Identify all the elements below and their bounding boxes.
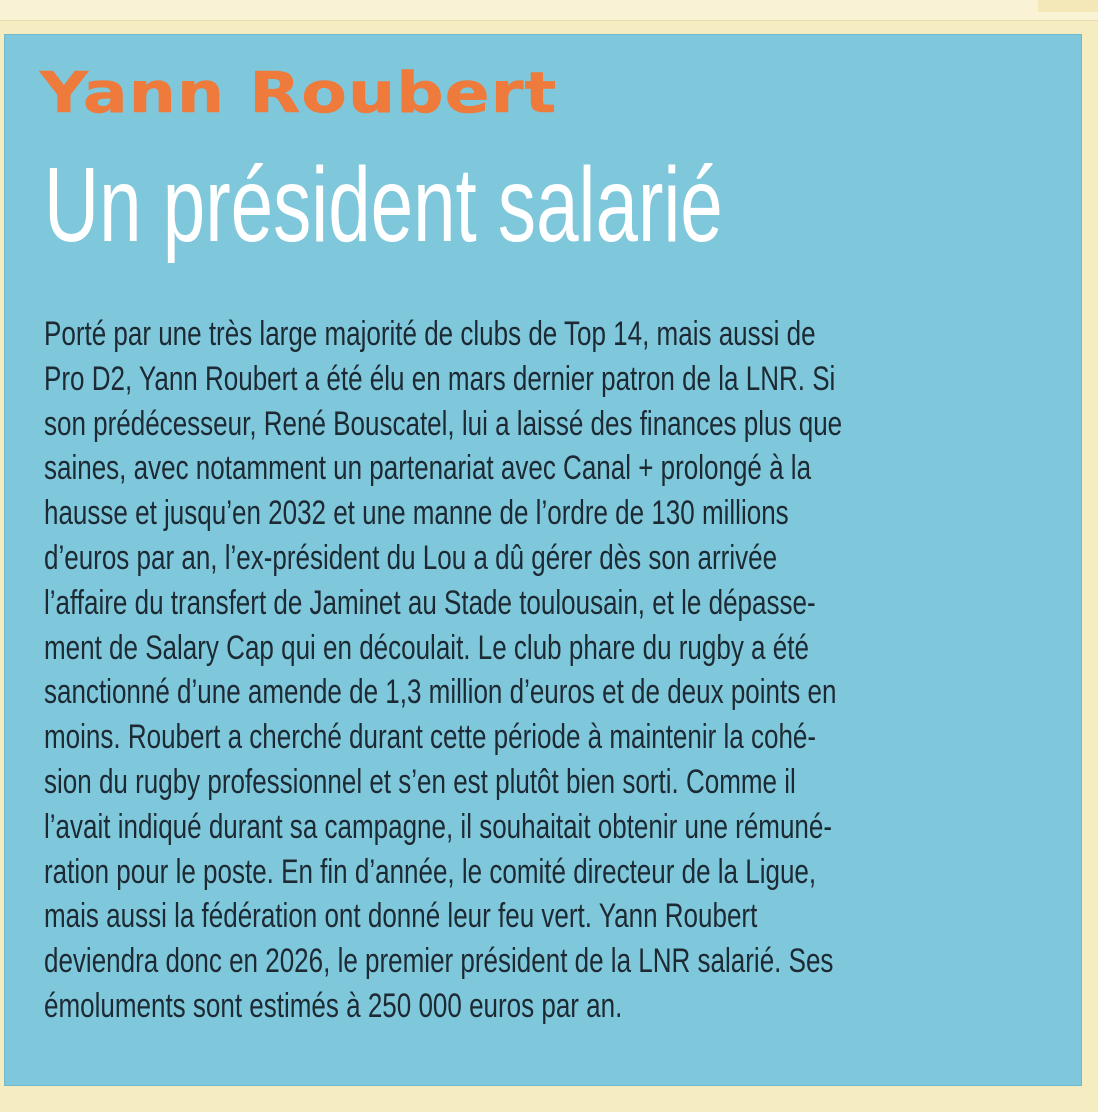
- body-line: l’affaire du transfert de Jaminet au Stade toulousain, et le dépasse-: [44, 583, 816, 622]
- body-line: l’avait indiqué durant sa campagne, il souhaitait obtenir une rémuné-: [44, 807, 833, 846]
- body-line: ration pour le poste. En fin d’année, le comité directeur de la Ligue,: [44, 852, 817, 891]
- page-corner: [1038, 0, 1098, 12]
- body-line: hausse et jusqu’en 2032 et une manne de l’ordre de 130 millions: [44, 494, 789, 533]
- page-top-edge: [0, 0, 1098, 21]
- body-line: moins. Roubert a cherché durant cette période à maintenir la cohé-: [44, 718, 817, 757]
- body-line: sanctionné d’une amende de 1,3 million d’euros et de deux points en: [44, 673, 837, 712]
- body-line: d’euros par an, l’ex-président du Lou a dû gérer dès son arrivée: [44, 538, 778, 577]
- body-line: émoluments sont estimés à 250 000 euros par an.: [44, 986, 623, 1025]
- body-line: saines, avec notamment un partenariat avec Canal + prolongé à la: [44, 449, 812, 488]
- body-line: Pro D2, Yann Roubert a été élu en mars dernier patron de la LNR. Si: [44, 359, 836, 398]
- article-headline: Un président salarié: [44, 146, 723, 264]
- body-line: son prédécesseur, René Bouscatel, lui a laissé des finances plus que: [44, 404, 843, 443]
- article-body: [44, 312, 1031, 1029]
- body-line: Porté par une très large majorité de clubs de Top 14, mais aussi de: [44, 315, 816, 353]
- body-line: deviendra donc en 2026, le premier président de la LNR salarié. Ses: [44, 942, 834, 981]
- body-line: mais aussi la fédération ont donné leur feu vert. Yann Roubert: [44, 897, 758, 936]
- body-line: ment de Salary Cap qui en découlait. Le club phare du rugby a été: [44, 628, 809, 667]
- article-kicker: Yann Roubert: [40, 61, 558, 126]
- body-line: sion du rugby professionnel et s’en est plutôt bien sorti. Comme il: [44, 762, 796, 801]
